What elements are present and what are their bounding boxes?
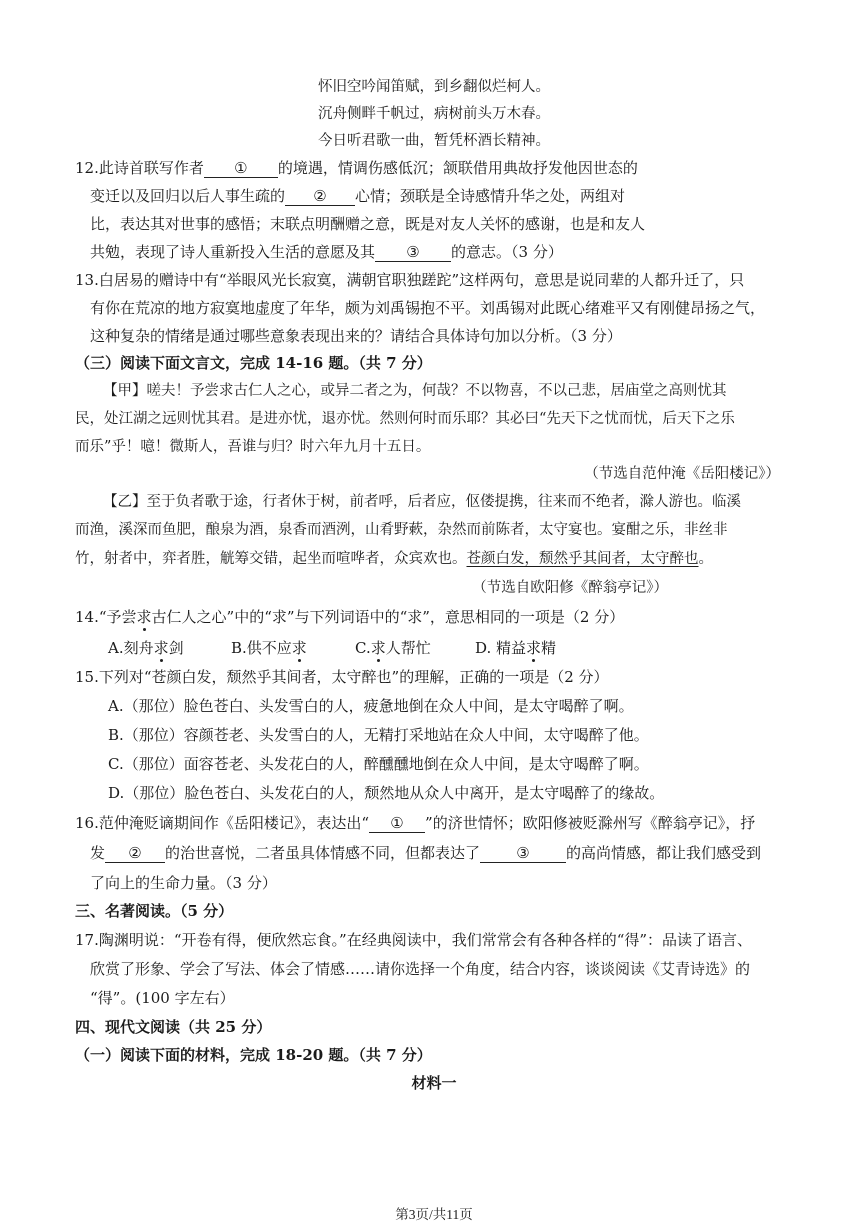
q14-text: 求 (271, 608, 287, 626)
q16-blank-3: ③ (480, 844, 566, 863)
option-text: C. (355, 639, 371, 657)
emphasis-char: 求 (291, 639, 307, 657)
q17-line-3: “得”。(100 字左右） (90, 989, 235, 1007)
q15-option-b: B.（那位）容颜苍老、头发雪白的人，无精打采地站在众人中间，太守喝醉了他。 (108, 726, 649, 744)
underlined-sentence: 苍颜白发，颓然乎其间者，太守醉也 (466, 551, 699, 567)
q16-line-1 (75, 813, 755, 833)
passage-jia-line-3: 而乐”乎！噫！微斯人，吾谁与归？时六年九月十五日。 (75, 439, 431, 455)
q13-line-3: 这种复杂的情绪是通过哪些意象表现出来的？请结合具体诗句加以分析。（3 分） (90, 327, 622, 345)
passage-yi-source: （节选自欧阳修《醉翁亭记》） (472, 580, 668, 596)
material-title: 材料一 (411, 1074, 457, 1092)
q14-option-d (475, 638, 556, 658)
q14-text: 求 (407, 608, 423, 626)
q14-text: 14.“予尝 (75, 608, 137, 626)
q12-blank-2: ② (285, 187, 355, 206)
passage-jia-line-1: 【甲】嗟夫！予尝求古仁人之心，或异二者之为，何哉？不以物喜，不以己悲，居庙堂之高则忧其 (103, 383, 727, 399)
q14-text: ”与下列词语中的“ (286, 608, 408, 626)
passage-jia-source: （节选自范仲淹《岳阳楼记》） (584, 466, 780, 482)
q16-line-2 (90, 843, 761, 863)
section-heading: （三）阅读下面文言文，完成 14-16 题。（共 7 分） (75, 354, 432, 372)
q13-line-2: 有你在荒凉的地方寂寞地虚度了年华，颇为刘禹锡抱不平。刘禹锡对此既心绪难平又有刚健昂扬之气， (90, 299, 766, 317)
q15-option-c: C.（那位）面容苍老、头发花白的人，醉醺醺地倒在众人中间，是太守喝醉了啊。 (108, 755, 649, 773)
q12-blank-1: ① (204, 159, 278, 178)
q17-line-1: 17.陶渊明说：“开卷有得，便欣然忘食。”在经典阅读中，我们常常会有各种各样的“得”：品读了语言、 (75, 931, 753, 949)
poem-line-2: 沉舟侧畔千帆过，病树前头万木春。 (318, 106, 550, 122)
q16-blank-1: ① (369, 814, 425, 833)
q14-option-b (231, 638, 307, 658)
part-heading: 四、现代文阅读（共 25 分） (75, 1018, 272, 1036)
option-text: A.刻舟 (108, 639, 154, 657)
passage-text: 。 (698, 551, 713, 567)
option-text: D. 精益 (475, 639, 527, 657)
emphasis-char: 求 (526, 639, 542, 657)
poem-line-3: 今日听君歌一曲，暂凭杯酒长精神。 (318, 133, 550, 149)
q12-blank-3: ③ (375, 243, 451, 262)
emphasis-char: 求 (153, 639, 169, 657)
passage-yi-line-2: 而渔，溪深而鱼肥，酿泉为酒，泉香而酒洌，山肴野蔌，杂然而前陈者，太守宴也。宴酣之乐，非丝非 (75, 522, 728, 538)
q15-option-a: A.（那位）脸色苍白、头发雪白的人，疲惫地倒在众人中间，是太守喝醉了啊。 (108, 697, 634, 715)
q12-text: 心情；颈联是全诗感情升华之处，两组对 (355, 187, 626, 205)
passage-yi-line-3 (75, 549, 713, 569)
q14-option-c (355, 638, 431, 658)
q15-option-d: D.（那位）脸色苍白、头发花白的人，颓然地从众人中离开，是太守喝醉了的缘故。 (108, 784, 665, 802)
q14-option-a (108, 638, 184, 658)
q17-line-2: 欣赏了形象、学会了写法、体会了情感……请你选择一个角度，结合内容，谈谈阅读《艾青诗选》的 (90, 960, 751, 978)
q16-text: 的高尚情感，都让我们感受到 (566, 844, 762, 862)
option-text: 精 (541, 639, 557, 657)
q12-text: 的意志。（3 分） (451, 243, 563, 261)
q12-text: 共勉，表现了诗人重新投入生活的意愿及其 (90, 243, 376, 261)
emphasis-char: 求 (370, 639, 386, 657)
q12-text: 的境遇，情调伤感低沉；颔联借用典故抒发他因世态的 (277, 159, 638, 177)
page-number: 第3页/共11页 (395, 1207, 473, 1222)
poem-line-1: 怀旧空吟闻笛赋，到乡翻似烂柯人。 (318, 79, 550, 95)
emphasis-char: 求 (136, 608, 152, 626)
q16-text: 的治世喜悦，二者虽具体情感不同，但都表达了 (165, 844, 481, 862)
q16-line-3: 了向上的生命力量。（3 分） (90, 874, 277, 892)
q14-stem (75, 607, 624, 627)
q12-line-2 (90, 186, 625, 206)
q13-line-1: 13.白居易的赠诗中有“举眼风光长寂寞，满朝官职独蹉跎”这样两句，意思是说同辈的人都升迁了，只 (75, 271, 745, 289)
passage-jia-line-2: 民，处江湖之远则忧其君。是进亦忧，退亦忧。然则何时而乐耶？其必曰“先天下之忧而忧，后天下之乐 (75, 411, 735, 427)
subsection-heading: （一）阅读下面的材料，完成 18-20 题。（共 7 分） (75, 1046, 432, 1064)
q12-text: 12.此诗首联写作者 (75, 159, 204, 177)
q16-text: 发 (90, 844, 106, 862)
q12-line-4 (90, 242, 563, 262)
passage-yi-line-1: 【乙】至于负者歌于途，行者休于树，前者呼，后者应，伛偻提携，往来而不绝者，滁人游也。临溪 (103, 494, 741, 510)
part-heading: 三、名著阅读。（5 分） (75, 902, 234, 920)
option-text: 人帮忙 (385, 639, 431, 657)
q16-blank-2: ② (105, 844, 165, 863)
q15-stem: 15.下列对“苍颜白发，颓然乎其间者，太守醉也”的理解，正确的一项是（2 分） (75, 668, 609, 686)
passage-text: 竹，射者中，弈者胜，觥筹交错，起坐而喧哗者，众宾欢也。 (75, 551, 467, 567)
q12-text: 变迁以及回归以后人事生疏的 (90, 187, 286, 205)
q12-line-3: 比，表达其对世事的感悟；末联点明酬赠之意，既是对友人关怀的感谢，也是和友人 (90, 215, 646, 233)
q16-text: 16.范仲淹贬谪期间作《岳阳楼记》，表达出“ (75, 814, 370, 832)
option-text: 剑 (168, 639, 184, 657)
q14-text: 古仁人之心”中的“ (151, 608, 272, 626)
q12-line-1 (75, 158, 638, 178)
q14-text: ”，意思相同的一项是（2 分） (422, 608, 625, 626)
q16-text: ”的济世情怀；欧阳修被贬滁州写《醉翁亭记》，抒 (425, 814, 756, 832)
option-text: B.供不应 (231, 639, 292, 657)
